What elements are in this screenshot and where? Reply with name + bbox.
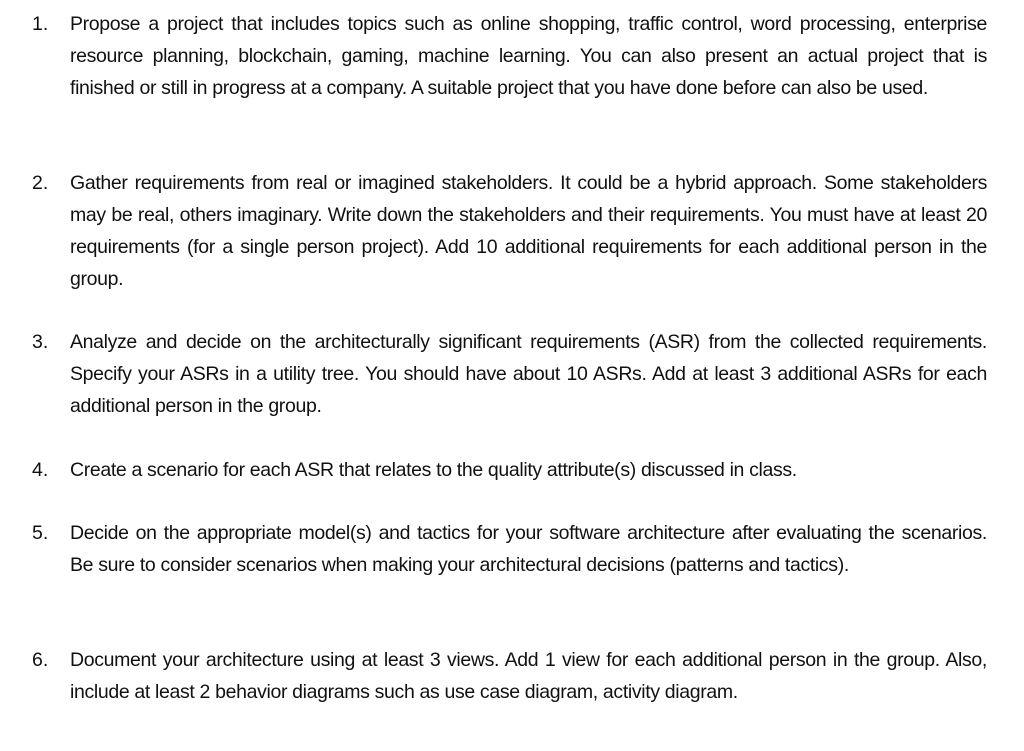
list-item-text: Propose a project that includes topics such as online shopping, traffic control, word processing, enterprise resource planning, blockchain, gaming, machine learning. You can also present an actual project that is finished or still in progress at a company. A suitable project that you have done before can also be used. <box>70 13 987 99</box>
list-item <box>32 326 987 422</box>
list-item <box>32 644 987 708</box>
list-item-text: Analyze and decide on the architecturally significant requirements (ASR) from the collected requirements. Specify your ASRs in a utility tree. You should have about 10 ASRs. Add at least 3 additional ASRs for each additional person in the group. <box>70 331 987 417</box>
list-item <box>32 517 987 581</box>
list-item-text: Decide on the appropriate model(s) and tactics for your software architecture after evaluating the scenarios. Be sure to consider scenarios when making your architectural decisions (patterns and tactics). <box>70 522 987 576</box>
list-item <box>32 8 987 104</box>
list-item-text: Gather requirements from real or imagined stakeholders. It could be a hybrid approach. Some stakeholders may be real, others imaginary. Write down the stakeholders and their requirements. You must have at least 20 requirements (for a single person project). Add 10 additional requirements for each additional person in the group. <box>70 172 987 290</box>
list-item-number: 5. <box>32 522 49 544</box>
list-item-number: 4. <box>32 459 49 481</box>
list-item-text: Document your architecture using at least 3 views. Add 1 view for each additional person in the group. Also, include at least 2 behavior diagrams such as use case diagram, activity diagram. <box>70 649 987 703</box>
list-item-number: 6. <box>32 649 49 671</box>
list-item-number: 1. <box>32 13 49 35</box>
list-item-number: 3. <box>32 331 49 353</box>
list-item-text: Create a scenario for each ASR that relates to the quality attribute(s) discussed in class. <box>70 459 797 481</box>
list-item <box>32 454 987 486</box>
list-item <box>32 167 987 295</box>
list-item-number: 2. <box>32 172 49 194</box>
